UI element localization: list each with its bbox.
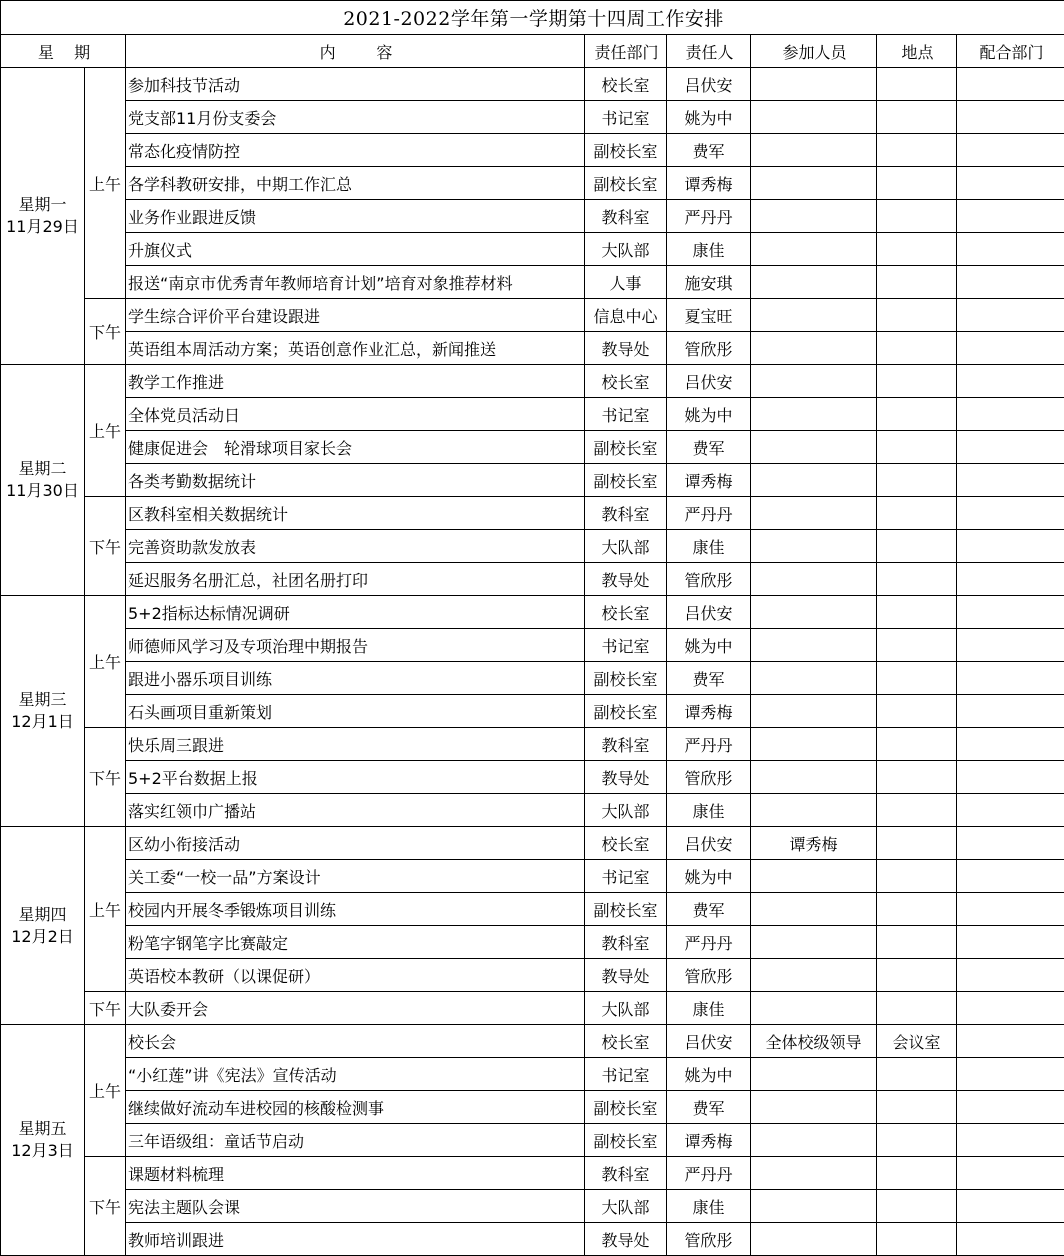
person-cell: 康佳 [667, 992, 751, 1025]
participants-cell [751, 200, 877, 233]
location-cell [877, 860, 957, 893]
department-cell: 教导处 [585, 761, 667, 794]
date-label: 12月2日 [1, 926, 84, 948]
department-cell: 教科室 [585, 728, 667, 761]
location-cell [877, 992, 957, 1025]
table-row [1, 596, 1064, 629]
department-cell: 教科室 [585, 497, 667, 530]
date-label: 12月1日 [1, 711, 84, 733]
department-cell: 书记室 [585, 1058, 667, 1091]
content-cell: 粉笔字钢笔字比赛敲定 [126, 926, 585, 959]
content-cell: 落实红领巾广播站 [126, 794, 585, 827]
person-cell: 谭秀梅 [667, 695, 751, 728]
participants-cell [751, 893, 877, 926]
person-cell: 康佳 [667, 530, 751, 563]
table-row [1, 1190, 1064, 1223]
table-row [1, 68, 1064, 101]
weekday-label: 星期二 [1, 458, 84, 480]
location-cell [877, 1091, 957, 1124]
department-cell: 教科室 [585, 926, 667, 959]
department-cell: 大队部 [585, 233, 667, 266]
person-cell: 姚为中 [667, 629, 751, 662]
date-label: 11月29日 [1, 216, 84, 238]
department-cell: 副校长室 [585, 134, 667, 167]
person-cell: 吕伏安 [667, 68, 751, 101]
table-row [1, 893, 1064, 926]
person-cell: 吕伏安 [667, 365, 751, 398]
person-cell: 管欣彤 [667, 761, 751, 794]
location-cell [877, 497, 957, 530]
person-cell: 严丹丹 [667, 926, 751, 959]
content-cell: 各学科教研安排，中期工作汇总 [126, 167, 585, 200]
department-cell: 教导处 [585, 959, 667, 992]
department-cell: 教导处 [585, 563, 667, 596]
content-cell: 师德师风学习及专项治理中期报告 [126, 629, 585, 662]
participants-cell [751, 1124, 877, 1157]
location-cell [877, 596, 957, 629]
location-cell [877, 266, 957, 299]
cooperating-cell [957, 68, 1064, 101]
location-cell [877, 1157, 957, 1190]
content-cell: 教师培训跟进 [126, 1223, 585, 1256]
weekday-cell [1, 827, 85, 1025]
participants-cell [751, 464, 877, 497]
participants-cell [751, 1223, 877, 1256]
department-cell: 副校长室 [585, 167, 667, 200]
content-cell: 完善资助款发放表 [126, 530, 585, 563]
location-cell [877, 893, 957, 926]
participants-cell [751, 1190, 877, 1223]
table-row [1, 167, 1064, 200]
table-row [1, 728, 1064, 761]
person-cell: 姚为中 [667, 398, 751, 431]
department-cell: 校长室 [585, 1025, 667, 1058]
department-cell: 副校长室 [585, 695, 667, 728]
cooperating-cell [957, 1157, 1064, 1190]
department-cell: 副校长室 [585, 662, 667, 695]
location-cell [877, 299, 957, 332]
participants-cell [751, 1157, 877, 1190]
content-cell: 宪法主题队会课 [126, 1190, 585, 1223]
participants-cell [751, 134, 877, 167]
weekday-cell [1, 68, 85, 365]
cooperating-cell [957, 1124, 1064, 1157]
table-row [1, 926, 1064, 959]
cooperating-cell [957, 794, 1064, 827]
person-cell: 费军 [667, 134, 751, 167]
half-day-cell: 下午 [85, 1157, 126, 1256]
cooperating-cell [957, 1190, 1064, 1223]
participants-cell [751, 332, 877, 365]
location-cell [877, 365, 957, 398]
department-cell: 教科室 [585, 200, 667, 233]
content-cell: 石头画项目重新策划 [126, 695, 585, 728]
cooperating-cell [957, 299, 1064, 332]
cooperating-cell [957, 1091, 1064, 1124]
location-cell [877, 728, 957, 761]
participants-cell [751, 992, 877, 1025]
schedule-body [1, 68, 1064, 1256]
table-row [1, 992, 1064, 1025]
location-cell [877, 695, 957, 728]
person-cell: 严丹丹 [667, 200, 751, 233]
department-cell: 书记室 [585, 398, 667, 431]
department-cell: 教导处 [585, 1223, 667, 1256]
participants-cell [751, 167, 877, 200]
department-cell: 书记室 [585, 629, 667, 662]
person-cell: 严丹丹 [667, 1157, 751, 1190]
content-cell: 继续做好流动车进校园的核酸检测事 [126, 1091, 585, 1124]
participants-cell [751, 497, 877, 530]
half-day-cell: 上午 [85, 365, 126, 497]
location-cell: 会议室 [877, 1025, 957, 1058]
table-row [1, 794, 1064, 827]
content-cell: 常态化疫情防控 [126, 134, 585, 167]
person-cell: 吕伏安 [667, 596, 751, 629]
content-cell: 各类考勤数据统计 [126, 464, 585, 497]
participants-cell [751, 761, 877, 794]
department-cell: 人事 [585, 266, 667, 299]
department-cell: 校长室 [585, 827, 667, 860]
participants-cell [751, 1058, 877, 1091]
content-cell: 党支部11月份支委会 [126, 101, 585, 134]
weekday-label: 星期四 [1, 904, 84, 926]
location-cell [877, 431, 957, 464]
location-cell [877, 662, 957, 695]
cooperating-cell [957, 1058, 1064, 1091]
half-day-cell: 下午 [85, 299, 126, 365]
content-cell: 大队委开会 [126, 992, 585, 1025]
participants-cell [751, 563, 877, 596]
cooperating-cell [957, 662, 1064, 695]
participants-cell [751, 596, 877, 629]
date-label: 12月3日 [1, 1140, 84, 1162]
table-row [1, 761, 1064, 794]
location-cell [877, 563, 957, 596]
weekday-label: 星期一 [1, 194, 84, 216]
cooperating-cell [957, 629, 1064, 662]
location-cell [877, 1223, 957, 1256]
person-cell: 姚为中 [667, 860, 751, 893]
location-cell [877, 233, 957, 266]
content-cell: 参加科技节活动 [126, 68, 585, 101]
cooperating-cell [957, 761, 1064, 794]
content-cell: 全体党员活动日 [126, 398, 585, 431]
department-cell: 大队部 [585, 992, 667, 1025]
table-row [1, 398, 1064, 431]
content-cell: 健康促进会 轮滑球项目家长会 [126, 431, 585, 464]
person-cell: 费军 [667, 893, 751, 926]
header-content: 内 容 [126, 35, 585, 68]
content-cell: 英语校本教研（以课促研） [126, 959, 585, 992]
content-cell: “小红莲”讲《宪法》宣传活动 [126, 1058, 585, 1091]
cooperating-cell [957, 200, 1064, 233]
table-row [1, 134, 1064, 167]
table-row [1, 101, 1064, 134]
table-row [1, 431, 1064, 464]
department-cell: 副校长室 [585, 1091, 667, 1124]
content-cell: 三年语级组：童话节启动 [126, 1124, 585, 1157]
cooperating-cell [957, 101, 1064, 134]
department-cell: 校长室 [585, 365, 667, 398]
person-cell: 费军 [667, 1091, 751, 1124]
table-row [1, 860, 1064, 893]
half-day-cell: 上午 [85, 596, 126, 728]
person-cell: 费军 [667, 662, 751, 695]
table-row [1, 1058, 1064, 1091]
content-cell: 报送“南京市优秀青年教师培育计划”培育对象推荐材料 [126, 266, 585, 299]
participants-cell [751, 68, 877, 101]
location-cell [877, 794, 957, 827]
weekday-cell [1, 365, 85, 596]
table-row [1, 563, 1064, 596]
participants-cell [751, 860, 877, 893]
department-cell: 书记室 [585, 860, 667, 893]
half-day-cell: 下午 [85, 728, 126, 827]
department-cell: 大队部 [585, 1190, 667, 1223]
location-cell [877, 959, 957, 992]
person-cell: 管欣彤 [667, 1223, 751, 1256]
content-cell: 区幼小衔接活动 [126, 827, 585, 860]
cooperating-cell [957, 596, 1064, 629]
department-cell: 信息中心 [585, 299, 667, 332]
department-cell: 副校长室 [585, 893, 667, 926]
header-cooperating: 配合部门 [957, 35, 1064, 68]
cooperating-cell [957, 332, 1064, 365]
content-cell: 区教科室相关数据统计 [126, 497, 585, 530]
participants-cell [751, 530, 877, 563]
department-cell: 教导处 [585, 332, 667, 365]
cooperating-cell [957, 398, 1064, 431]
person-cell: 谭秀梅 [667, 167, 751, 200]
person-cell: 费军 [667, 431, 751, 464]
participants-cell [751, 662, 877, 695]
weekday-cell [1, 1025, 85, 1256]
cooperating-cell [957, 992, 1064, 1025]
half-day-cell: 上午 [85, 827, 126, 992]
person-cell: 严丹丹 [667, 497, 751, 530]
cooperating-cell [957, 926, 1064, 959]
person-cell: 康佳 [667, 794, 751, 827]
content-cell: 5+2平台数据上报 [126, 761, 585, 794]
cooperating-cell [957, 365, 1064, 398]
participants-cell [751, 266, 877, 299]
department-cell: 校长室 [585, 68, 667, 101]
location-cell [877, 827, 957, 860]
location-cell [877, 926, 957, 959]
department-cell: 大队部 [585, 530, 667, 563]
person-cell: 吕伏安 [667, 1025, 751, 1058]
cooperating-cell [957, 1223, 1064, 1256]
content-cell: 延迟服务名册汇总，社团名册打印 [126, 563, 585, 596]
table-row [1, 662, 1064, 695]
participants-cell [751, 233, 877, 266]
table-row [1, 497, 1064, 530]
table-row [1, 959, 1064, 992]
person-cell: 谭秀梅 [667, 464, 751, 497]
content-cell: 教学工作推进 [126, 365, 585, 398]
content-cell: 跟进小器乐项目训练 [126, 662, 585, 695]
table-row [1, 464, 1064, 497]
participants-cell [751, 365, 877, 398]
participants-cell [751, 398, 877, 431]
table-row [1, 266, 1064, 299]
table-row [1, 695, 1064, 728]
department-cell: 副校长室 [585, 1124, 667, 1157]
participants-cell [751, 728, 877, 761]
location-cell [877, 629, 957, 662]
cooperating-cell [957, 464, 1064, 497]
content-cell: 课题材料梳理 [126, 1157, 585, 1190]
participants-cell [751, 1091, 877, 1124]
person-cell: 施安琪 [667, 266, 751, 299]
location-cell [877, 1124, 957, 1157]
content-cell: 升旗仪式 [126, 233, 585, 266]
participants-cell [751, 959, 877, 992]
person-cell: 管欣彤 [667, 959, 751, 992]
weekday-cell [1, 596, 85, 827]
location-cell [877, 332, 957, 365]
cooperating-cell [957, 860, 1064, 893]
person-cell: 姚为中 [667, 1058, 751, 1091]
page-title: 2021-2022学年第一学期第十四周工作安排 [1, 1, 1064, 35]
person-cell: 夏宝旺 [667, 299, 751, 332]
department-cell: 大队部 [585, 794, 667, 827]
participants-cell [751, 299, 877, 332]
cooperating-cell [957, 827, 1064, 860]
cooperating-cell [957, 167, 1064, 200]
person-cell: 管欣彤 [667, 563, 751, 596]
table-row [1, 233, 1064, 266]
content-cell: 快乐周三跟进 [126, 728, 585, 761]
participants-cell: 谭秀梅 [751, 827, 877, 860]
location-cell [877, 530, 957, 563]
cooperating-cell [957, 893, 1064, 926]
cooperating-cell [957, 959, 1064, 992]
person-cell: 康佳 [667, 233, 751, 266]
participants-cell [751, 926, 877, 959]
cooperating-cell [957, 563, 1064, 596]
content-cell: 5+2指标达标情况调研 [126, 596, 585, 629]
location-cell [877, 1190, 957, 1223]
department-cell: 书记室 [585, 101, 667, 134]
content-cell: 学生综合评价平台建设跟进 [126, 299, 585, 332]
half-day-cell: 上午 [85, 68, 126, 299]
cooperating-cell [957, 497, 1064, 530]
weekday-label: 星期三 [1, 689, 84, 711]
table-row [1, 365, 1064, 398]
cooperating-cell [957, 431, 1064, 464]
table-row [1, 200, 1064, 233]
participants-cell: 全体校级领导 [751, 1025, 877, 1058]
table-row [1, 827, 1064, 860]
content-cell: 校园内开展冬季锻炼项目训练 [126, 893, 585, 926]
half-day-cell: 上午 [85, 1025, 126, 1157]
participants-cell [751, 629, 877, 662]
table-row [1, 530, 1064, 563]
header-weekday: 星 期 [1, 35, 126, 68]
participants-cell [751, 794, 877, 827]
participants-cell [751, 101, 877, 134]
person-cell: 严丹丹 [667, 728, 751, 761]
half-day-cell: 下午 [85, 992, 126, 1025]
table-row [1, 332, 1064, 365]
participants-cell [751, 695, 877, 728]
header-department: 责任部门 [585, 35, 667, 68]
location-cell [877, 1058, 957, 1091]
content-cell: 业务作业跟进反馈 [126, 200, 585, 233]
location-cell [877, 398, 957, 431]
header-person: 责任人 [667, 35, 751, 68]
table-row [1, 629, 1064, 662]
cooperating-cell [957, 695, 1064, 728]
table-row [1, 299, 1064, 332]
department-cell: 副校长室 [585, 431, 667, 464]
location-cell [877, 68, 957, 101]
cooperating-cell [957, 266, 1064, 299]
person-cell: 康佳 [667, 1190, 751, 1223]
cooperating-cell [957, 233, 1064, 266]
content-cell: 英语组本周活动方案；英语创意作业汇总，新闻推送 [126, 332, 585, 365]
location-cell [877, 200, 957, 233]
weekday-label: 星期五 [1, 1118, 84, 1140]
participants-cell [751, 431, 877, 464]
content-cell: 关工委“一校一品”方案设计 [126, 860, 585, 893]
cooperating-cell [957, 530, 1064, 563]
location-cell [877, 761, 957, 794]
department-cell: 副校长室 [585, 464, 667, 497]
person-cell: 管欣彤 [667, 332, 751, 365]
half-day-cell: 下午 [85, 497, 126, 596]
person-cell: 姚为中 [667, 101, 751, 134]
location-cell [877, 167, 957, 200]
table-row [1, 1223, 1064, 1256]
table-row [1, 1124, 1064, 1157]
date-label: 11月30日 [1, 480, 84, 502]
department-cell: 校长室 [585, 596, 667, 629]
cooperating-cell [957, 728, 1064, 761]
cooperating-cell [957, 1025, 1064, 1058]
table-row [1, 1025, 1064, 1058]
location-cell [877, 464, 957, 497]
department-cell: 教科室 [585, 1157, 667, 1190]
header-location: 地点 [877, 35, 957, 68]
table-row [1, 1157, 1064, 1190]
location-cell [877, 101, 957, 134]
cooperating-cell [957, 134, 1064, 167]
location-cell [877, 134, 957, 167]
content-cell: 校长会 [126, 1025, 585, 1058]
header-participants: 参加人员 [751, 35, 877, 68]
person-cell: 谭秀梅 [667, 1124, 751, 1157]
person-cell: 吕伏安 [667, 827, 751, 860]
table-row [1, 1091, 1064, 1124]
